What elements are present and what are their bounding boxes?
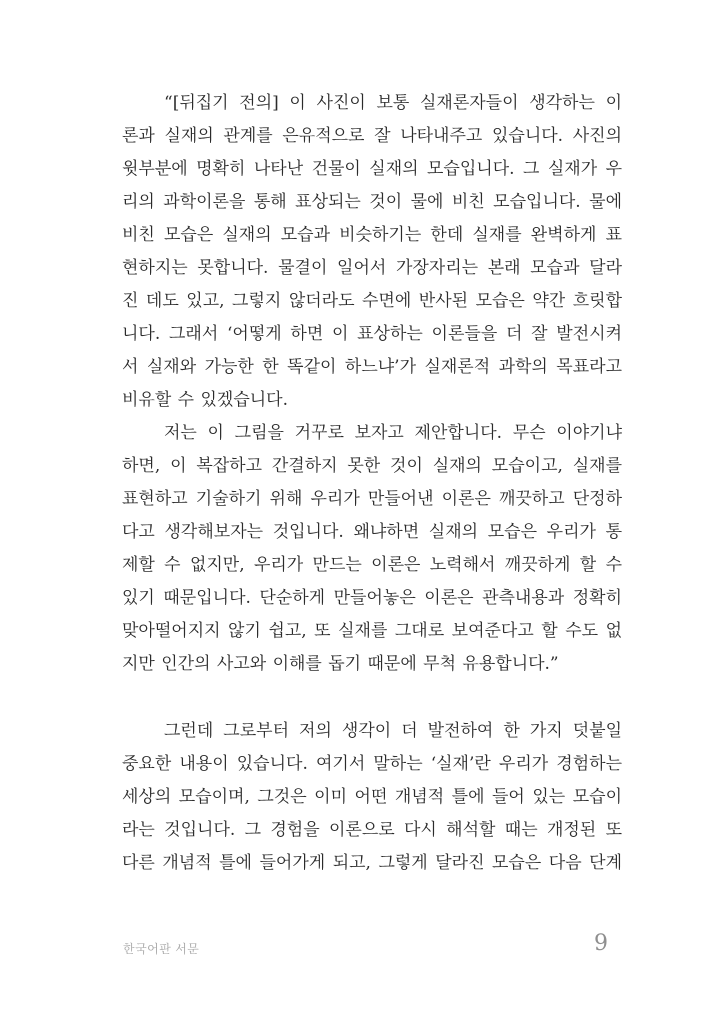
paragraph-quote-2 bbox=[122, 417, 622, 681]
text-line: “[뒤집기 전의] 이 사진이 보통 실재론자들이 생각하는 이 bbox=[164, 93, 622, 113]
text-line: 저는 이 그림을 거꾸로 보자고 제안합니다. 무슨 이야기냐 bbox=[164, 423, 622, 443]
text-line: 서 실재와 가능한 한 똑같이 하느냐’가 실재론적 과학의 목표라고 bbox=[122, 357, 622, 377]
text-line: 있기 때문입니다. 단순하게 만들어놓은 이론은 관측내용과 정확히 bbox=[122, 588, 622, 608]
text-line: 윗부분에 명확히 나타난 건물이 실재의 모습입니다. 그 실재가 우 bbox=[122, 159, 622, 179]
text-line: 리의 과학이론을 통해 표상되는 것이 물에 비친 모습입니다. 물에 bbox=[122, 192, 622, 212]
text-line: 비유할 수 있겠습니다. bbox=[122, 390, 289, 410]
text-line: 그런데 그로부터 저의 생각이 더 발전하여 한 가지 덧붙일 bbox=[164, 721, 622, 741]
paragraph-body bbox=[122, 715, 622, 880]
text-line: 맞아떨어지지 않기 쉽고, 또 실재를 그대로 보여준다고 할 수도 없 bbox=[122, 621, 622, 641]
text-line: 라는 것입니다. 그 경험을 이론으로 다시 해석할 때는 개정된 또 bbox=[122, 820, 622, 840]
text-line: 표현하고 기술하기 위해 우리가 만들어낸 이론은 깨끗하고 단정하 bbox=[122, 489, 622, 509]
text-line: 다고 생각해보자는 것입니다. 왜냐하면 실재의 모습은 우리가 통 bbox=[122, 522, 622, 542]
text-line: 제할 수 없지만, 우리가 만드는 이론은 노력해서 깨끗하게 할 수 bbox=[122, 555, 622, 575]
text-line: 지만 인간의 사고와 이해를 돕기 때문에 무척 유용합니다.” bbox=[122, 654, 559, 674]
text-line: 현하지는 못합니다. 물결이 일어서 가장자리는 본래 모습과 달라 bbox=[122, 258, 622, 278]
text-line: 다른 개념적 틀에 들어가게 되고, 그렇게 달라진 모습은 다음 단계 bbox=[122, 853, 622, 873]
text-line: 니다. 그래서 ‘어떻게 하면 이 표상하는 이론들을 더 잘 발전시켜 bbox=[122, 324, 622, 344]
page-body-text bbox=[122, 87, 622, 880]
page-number: 9 bbox=[594, 931, 608, 956]
running-footer-section-title: 한국어판 서문 bbox=[123, 942, 200, 956]
text-line: 하면, 이 복잡하고 간결하지 못한 것이 실재의 모습이고, 실재를 bbox=[122, 456, 622, 476]
text-line: 론과 실재의 관계를 은유적으로 잘 나타내주고 있습니다. 사진의 bbox=[122, 126, 622, 146]
text-line: 중요한 내용이 있습니다. 여기서 말하는 ‘실재’란 우리가 경험하는 bbox=[122, 754, 622, 774]
text-line: 진 데도 있고, 그렇지 않더라도 수면에 반사된 모습은 약간 흐릿합 bbox=[122, 291, 622, 311]
text-line: 비친 모습은 실재의 모습과 비슷하기는 한데 실재를 완벽하게 표 bbox=[122, 225, 622, 245]
text-line: 세상의 모습이며, 그것은 이미 어떤 개념적 틀에 들어 있는 모습이 bbox=[122, 787, 622, 807]
paragraph-quote-1 bbox=[122, 87, 622, 417]
